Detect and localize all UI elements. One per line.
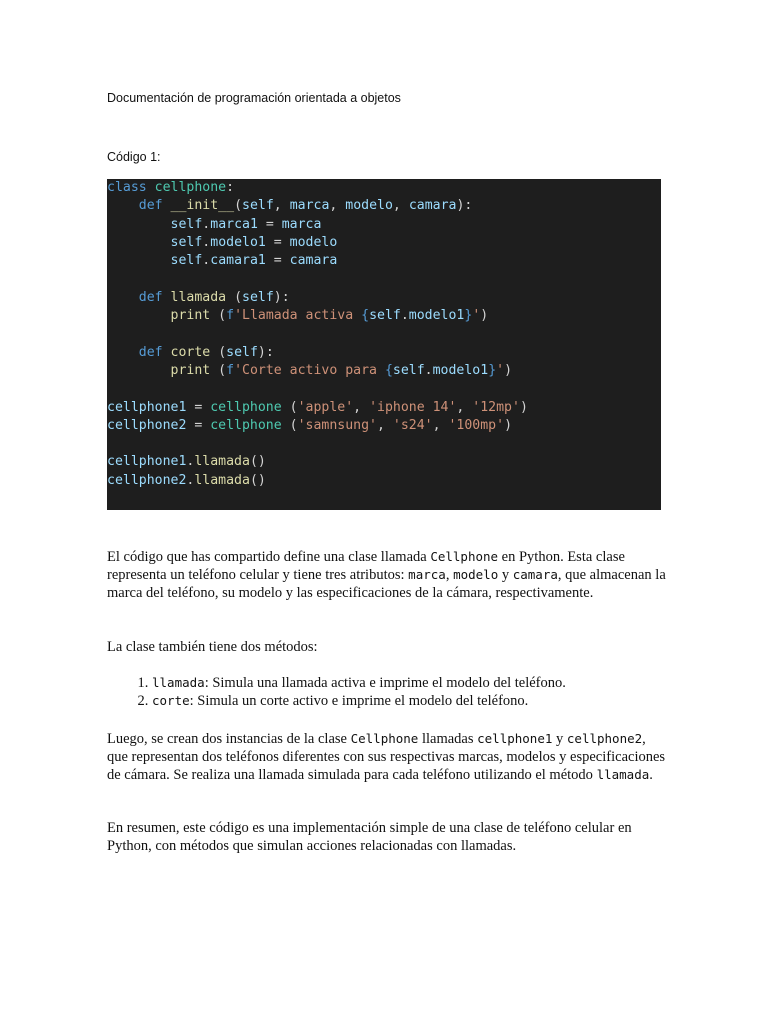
text-run: El código que has compartido define una clase llamada [107, 549, 431, 565]
code-token [147, 180, 155, 195]
code-token: . [400, 308, 409, 324]
code-token: f [226, 308, 235, 324]
code-token: () [249, 472, 266, 488]
code-token: cellphone1 [107, 399, 187, 415]
code-label: Código 1: [107, 150, 161, 164]
text-run: : Simula una llamada activa e imprime el modelo del teléfono. [204, 675, 566, 691]
code-token: 's24' [392, 417, 433, 433]
code-token: ): [456, 198, 473, 214]
code-token: llamada [194, 472, 250, 488]
method-list-item [152, 674, 712, 692]
code-token: modelo [289, 234, 338, 250]
code-token: { [361, 308, 370, 324]
code-token: = [186, 399, 211, 415]
text-run: : Simula un corte activo e imprime el modelo del teléfono. [189, 693, 529, 709]
code-token: ): [257, 344, 274, 360]
code-token: , [377, 417, 393, 433]
inline-code: cellphone2 [566, 731, 643, 746]
code-token [107, 345, 139, 360]
code-token: ): [273, 289, 290, 305]
code-token: __init__ [170, 198, 235, 214]
code-token: , [392, 198, 409, 214]
code-token: cellphone1 [107, 454, 187, 470]
code-token: . [202, 216, 211, 232]
code-token: cellphone [210, 417, 282, 433]
text-run: en Python. Esta clase representa un teléfono celular y tiene tres atributos: [107, 549, 625, 583]
code-line [107, 399, 661, 417]
code-token: ( [281, 399, 298, 415]
inline-code: corte [152, 693, 190, 708]
text-run: llamadas [418, 731, 478, 747]
code-token: } [464, 308, 473, 324]
code-token: '12mp' [472, 399, 520, 415]
code-token: ( [281, 417, 298, 433]
code-token [107, 308, 171, 323]
code-token: = [186, 417, 211, 433]
text-run: En resumen, este código es una implementación simple de una clase de teléfono celular en Python, con métodos que simulan acciones relacionadas con llamadas. [107, 820, 632, 854]
code-token: { [384, 362, 393, 378]
code-token [107, 253, 171, 268]
paragraph-methods-intro [107, 638, 667, 656]
code-token: ) [504, 362, 513, 378]
code-token: corte [170, 344, 211, 360]
text-run: y [498, 567, 513, 583]
code-token: camara [408, 198, 457, 214]
code-token: ' [496, 362, 505, 378]
code-line [107, 270, 661, 288]
code-token [107, 217, 171, 232]
inline-code: Cellphone [430, 549, 499, 564]
code-token [163, 290, 171, 305]
code-token: modelo [345, 198, 393, 214]
code-line [107, 289, 661, 307]
code-token: ' [472, 308, 481, 324]
inline-code: cellphone1 [477, 731, 553, 746]
code-token: 'Corte activo para [234, 362, 385, 378]
code-line [107, 417, 661, 435]
code-token: modelo1 [432, 362, 489, 378]
code-token: llamada [170, 289, 227, 305]
inline-code: marca [408, 567, 446, 582]
text-run: La clase también tiene dos métodos: [107, 639, 318, 655]
code-token: cellphone [154, 180, 227, 195]
code-token: () [249, 454, 266, 470]
code-token: ) [504, 417, 513, 433]
document-title: Documentación de programación orientada a objetos [107, 91, 401, 105]
code-line [107, 325, 661, 343]
inline-code: Cellphone [350, 731, 419, 746]
code-token: 'apple' [297, 399, 354, 415]
code-line [107, 234, 661, 252]
code-token: ) [519, 399, 528, 415]
code-token: self [170, 253, 203, 269]
code-token: cellphone2 [107, 472, 187, 488]
code-token: = [257, 216, 282, 232]
code-line [107, 435, 661, 453]
code-token: = [265, 253, 290, 269]
code-line [107, 252, 661, 270]
code-token: cellphone2 [107, 417, 187, 433]
code-token: camara [289, 253, 338, 269]
code-token: . [186, 454, 195, 470]
code-line [107, 380, 661, 398]
code-line [107, 197, 661, 215]
paragraph-description [107, 548, 667, 602]
inline-code: modelo [453, 567, 499, 582]
code-token: print [170, 308, 211, 324]
code-line [107, 344, 661, 362]
code-line [107, 472, 661, 490]
code-token: self [170, 216, 203, 232]
code-token: , [273, 198, 290, 214]
code-line [107, 453, 661, 471]
paragraph-instances [107, 730, 667, 784]
code-line [107, 307, 661, 325]
inline-code: camara [512, 567, 558, 582]
methods-list [107, 674, 712, 710]
code-token: def [138, 198, 163, 214]
code-token [163, 198, 171, 213]
code-token: self [170, 234, 203, 250]
code-token: '100mp' [448, 417, 505, 433]
code-token: , [329, 198, 346, 214]
code-token [107, 363, 171, 378]
code-token: class [107, 180, 147, 195]
text-run: Luego, se crean dos instancias de la clase [107, 731, 351, 747]
code-token: ( [210, 308, 227, 324]
method-list-item [152, 692, 712, 710]
code-token: def [138, 344, 163, 360]
text-run: , que representan dos teléfonos diferentes con sus respectivas marcas, modelos y especificaciones de cámara. Se realiza una llamada simulada para cada teléfono utilizando el método [107, 731, 666, 783]
code-token: } [488, 362, 497, 378]
text-run: y [552, 731, 567, 747]
code-token: self [369, 308, 401, 324]
code-block [107, 179, 661, 510]
code-token: . [186, 472, 195, 488]
code-token [107, 290, 139, 305]
code-line [107, 362, 661, 380]
code-token: . [424, 362, 433, 378]
code-token [107, 235, 171, 250]
code-token: ( [210, 362, 227, 378]
inline-code: llamada [596, 767, 650, 782]
code-token: camara1 [210, 253, 266, 269]
code-token: , [456, 399, 473, 415]
code-token: ( [226, 289, 243, 305]
code-token: , [353, 399, 370, 415]
code-token: . [202, 234, 211, 250]
code-token: 'Llamada activa [234, 308, 362, 324]
code-token: print [170, 362, 211, 378]
code-token: marca [281, 216, 322, 232]
code-token: = [265, 234, 290, 250]
code-token: marca1 [210, 216, 258, 232]
text-run: . [649, 767, 653, 783]
code-token: : [226, 180, 235, 195]
code-token: self [242, 198, 274, 214]
code-token: 'samnsung' [297, 417, 377, 433]
paragraph-summary [107, 819, 667, 855]
code-token [163, 345, 171, 360]
code-token: ( [210, 344, 227, 360]
text-run: , que almacenan la marca del teléfono, su modelo y las especificaciones de la cámara, respectivamente. [107, 567, 666, 601]
code-token [107, 198, 139, 213]
code-token: 'iphone 14' [369, 399, 457, 415]
code-token: ) [480, 308, 489, 324]
code-token: . [202, 253, 211, 269]
code-token: ( [234, 198, 243, 214]
code-token: marca [289, 198, 330, 214]
inline-code: llamada [152, 675, 205, 690]
code-token: self [392, 362, 425, 378]
text-run: , [445, 567, 454, 583]
code-token: , [432, 417, 449, 433]
code-token: llamada [194, 454, 250, 470]
code-token: def [138, 289, 163, 305]
code-token: f [226, 362, 235, 378]
code-line [107, 216, 661, 234]
code-line [107, 179, 661, 197]
code-token: self [242, 289, 274, 305]
code-token: modelo1 [408, 308, 465, 324]
code-token: modelo1 [210, 234, 266, 250]
code-token: self [226, 344, 258, 360]
code-token: cellphone [210, 399, 282, 415]
